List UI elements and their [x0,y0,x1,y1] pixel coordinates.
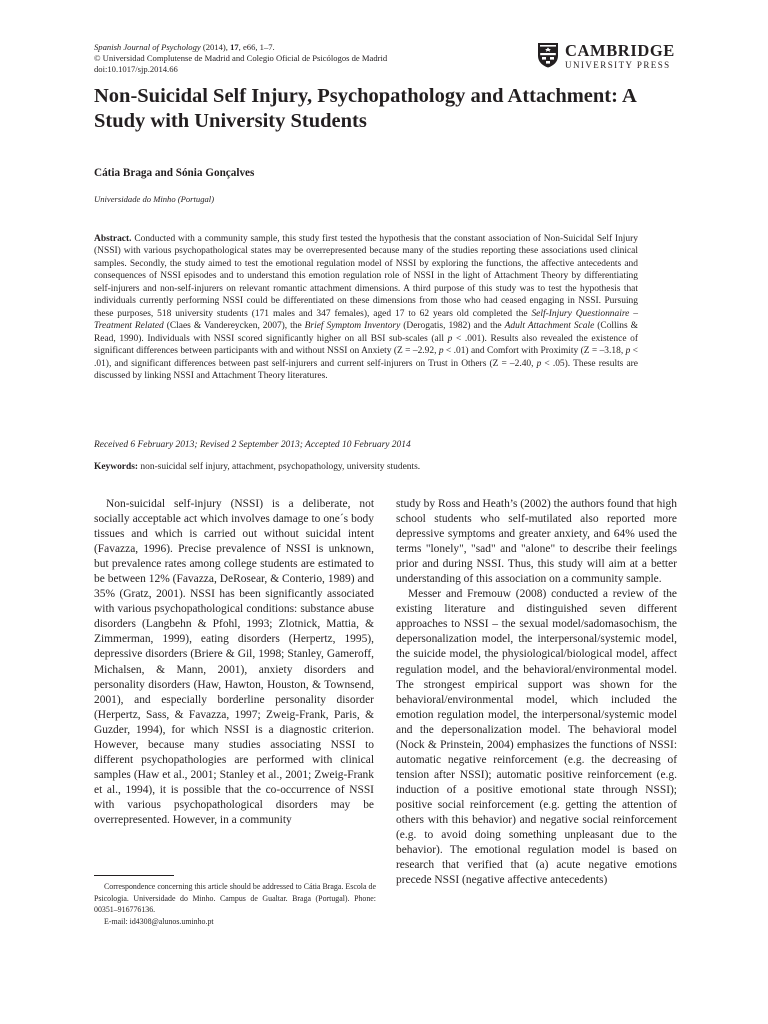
citation-volume: 17 [230,42,239,52]
body-paragraph: study by Ross and Heath’s (2002) the authors found that high school students who self-mutilated also reported more depressive symptoms and greater anxiety, and 64% used the terms "lonely", "sad" and "alone" to describe their feelings prior and during NSSI. Thus, this study will aim at a better understanding of this association on a community sample. [396,498,677,586]
author-affiliation: Universidade do Minho (Portugal) [94,194,215,204]
body-column-right [396,497,677,888]
footnote-email[interactable]: E-mail: id4308@alunos.uminho.pt [104,916,214,926]
abstract-instrument-1: Self-Injury Questionnaire – Treatment Related [94,308,638,332]
abstract-p-symbol: p [438,346,444,357]
abstract [94,233,638,382]
footnote-divider [94,875,174,876]
abstract-text: < .01) and Comfort with Proximity (Z = –3.18, [443,346,626,357]
cambridge-logo [537,42,687,72]
abstract-label: Abstract. [94,234,132,244]
keywords [94,462,420,472]
abstract-text: Conducted with a community sample, this study first tested the hypothesis that the constant association of Non-Suicidal Self Injury (NSSI) with various psychopathological states may be overrepresented because many of the studies reporting these associations used clinical samples. Secondly, the study aimed to test the emotional regulation model of NSSI by exploring the functions, the affective antecedents and consequences of NSSI episodes and to understand this emotion regulation role of NSSI in the light of Attachment Theory by differentiating self-injurers and non-self-injurers on relevant romantic attachment dimensions. A third purpose of this study was to test the hypothesis that individuals currently performing NSSI could be differentiated on these dimensions from those who had ceased engaging in NSSI. Pursuing these purposes, 518 university students (171 males and 347 females), aged 17 to 62 years old completed the [94,234,638,319]
abstract-text: < .01), and significant differences between past self-injurers and current self-injurers on Trust in Others (Z = –2.40, [94,346,638,369]
citation-pages: , e66, 1–7. [238,42,275,52]
body-column-left [94,497,374,828]
footnote-text: Correspondence concerning this article should be addressed to Cátia Braga. Escola de Psicologia. Universidade do Minho. Campus de Gualtar. Braga (Portugal). Phone: 00351–916776136. [94,882,376,914]
abstract-instrument-3: Adult Attachment Scale [504,321,595,332]
logo-press: UNIVERSITY PRESS [565,60,671,70]
copyright-line: © Universidad Complutense de Madrid and Colegio Oficial de Psicólogos de Madrid [94,53,388,64]
abstract-text: < .05). These results are discussed by linking NSSI and Attachment Theory literatures. [94,358,638,381]
journal-name: Spanish Journal of Psychology [94,42,201,52]
citation-line [94,42,494,53]
abstract-text: (Derogatis, 1982) and the [400,321,505,332]
keywords-label: Keywords: [94,462,139,472]
abstract-instrument-2: Brief Symptom Inventory [304,321,401,332]
correspondence-footnote [94,881,376,927]
abstract-p-symbol: p [536,358,542,369]
article-title: Non-Suicidal Self Injury, Psychopathology and Attachment: A Study with University Students [94,85,636,132]
journal-citation [94,42,494,76]
abstract-text: < .001). Results also revealed the existence of significant differences between participants with and without NSSI on Anxiety (Z = –2.92, [94,333,639,357]
article-authors: Cátia Braga and Sónia Gonçalves [94,167,255,179]
abstract-text: (Collins & Read, 1990). Individuals with NSSI scored significantly higher on all BSI sub-scales (all [94,321,638,344]
received-dates: Received 6 February 2013; Revised 2 September 2013; Accepted 10 February 2014 [94,440,411,450]
abstract-p-symbol: p [447,333,453,344]
abstract-text: (Claes & Vandereycken, 2007), the [163,321,305,332]
keywords-text: non-suicidal self injury, attachment, psychopathology, university students. [138,462,421,472]
doi-link[interactable]: doi:10.1017/sjp.2014.66 [94,64,178,75]
logo-name: CAMBRIDGE [565,41,675,60]
abstract-p-symbol: p [625,346,631,357]
citation-year: (2014), [200,42,231,52]
body-paragraph: Non-suicidal self-injury (NSSI) is a deliberate, not socially acceptable act which involves damage to one´s body tissues and which is carried out without suicidal intent (Favazza, 1996). Precise prevalence of NSSI is unknown, but prevalence rates among college students are estimated to be between 12% (Favazza, DeRosear, & Conterio, 1989) and 35% (Gratz, 2001). NSSI has been significantly associated with various psychopathological conditions: substance abuse disorders (Langbehn & Pfohl, 1993; Zlotnick, Mattia, & Zimmerman, 1999), eating disorders (Herpertz, 1995), depressive disorders (Briere & Gil, 1998; Stanley, Gameroff, Michalsen, & Mann, 2001), anxiety disorders and personality disorders (Haw, Hawton, Houston, & Townsend, 2001), and especially borderline personality disorder (Herpertz, Sass, & Favazza, 1997; Zweig-Frank, Paris, & Guzder, 1994), for which NSSI is a diagnostic criterion. However, because many studies associating NSSI to different psychopathologies are performed with clinical samples (Haw et al., 2001; Stanley et al., 2001; Zweig-Frank et al., 1994), it is possible that the co-occurrence of NSSI with various psychopathological disorders may be overrepresented. However, in a community [94,498,374,826]
body-paragraph: Messer and Fremouw (2008) conducted a review of the existing literature and distinguished seven different approaches to NSSI – the sexual model/sadomasochism, the depersonalization model, the interpersonal/systemic model, the suicide model, the physiological/biological model, affect regulation model, and the behavioral/environmental model. The strongest empirical support was shown for the behavioral/environmental model, which included the emotion regulation model, the interpersonal/systemic model and the depersonalization model. The behavioral model (Nock & Prinstein, 2004) emphasizes the functions of NSSI: automatic negative reinforcement (e.g. the decreasing of tension after NSSI); automatic positive reinforcement (e.g. induction of a positive emotional state through NSSI); positive social reinforcement (e.g. getting the attention of others with this behavior) and negative social reinforcement (e.g. to avoid doing something unpleasant due to the behavior). The emotional regulation model is based on research that verified that (a) acute negative emotions precede NSSI (negative affective antecedents) [396,588,677,887]
cambridge-crest-icon [537,42,559,68]
